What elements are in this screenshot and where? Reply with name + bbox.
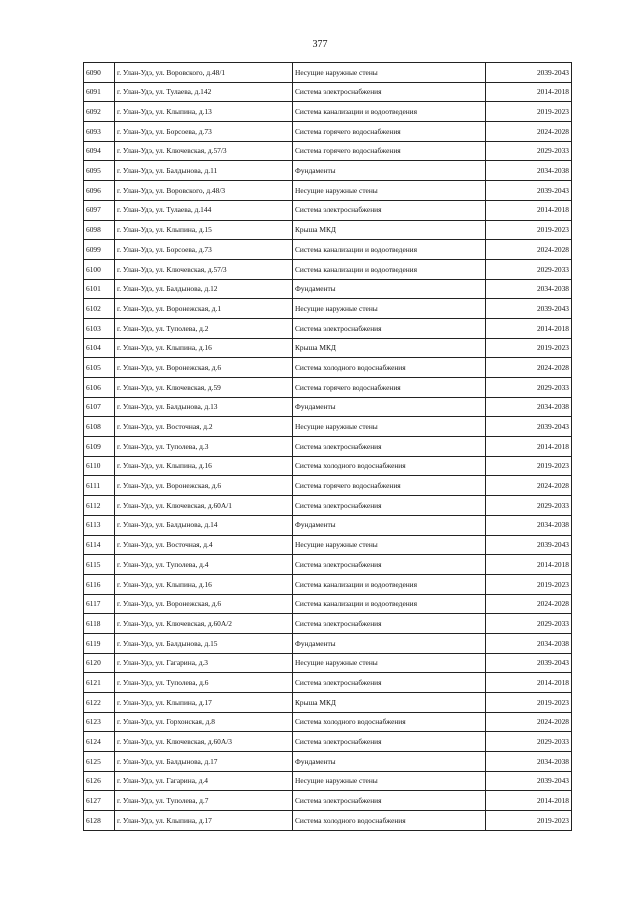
row-number-cell: 6112 xyxy=(84,496,115,516)
period-cell: 2019-2023 xyxy=(486,220,572,240)
table-row xyxy=(84,279,572,299)
table-row xyxy=(84,555,572,575)
address-cell: г. Улан-Удэ, ул. Клыпина, д.17 xyxy=(115,811,293,831)
period-cell: 2039-2043 xyxy=(486,299,572,319)
address-cell: г. Улан-Удэ, ул. Балдынова, д.17 xyxy=(115,752,293,772)
system-cell: Система горячего водоснабжения xyxy=(293,476,486,496)
row-number-cell: 6108 xyxy=(84,417,115,437)
address-cell: г. Улан-Удэ, ул. Воровского, д.48/3 xyxy=(115,181,293,201)
address-cell: г. Улан-Удэ, ул. Воронежская, д.6 xyxy=(115,358,293,378)
system-cell: Система холодного водоснабжения xyxy=(293,811,486,831)
table-row xyxy=(84,732,572,752)
table-row xyxy=(84,653,572,673)
row-number-cell: 6110 xyxy=(84,456,115,476)
period-cell: 2039-2043 xyxy=(486,63,572,83)
table-row xyxy=(84,614,572,634)
address-cell: г. Улан-Удэ, ул. Воронежская, д.6 xyxy=(115,594,293,614)
address-cell: г. Улан-Удэ, ул. Балдынова, д.12 xyxy=(115,279,293,299)
system-cell: Система холодного водоснабжения xyxy=(293,456,486,476)
row-number-cell: 6125 xyxy=(84,752,115,772)
table-row xyxy=(84,141,572,161)
address-cell: г. Улан-Удэ, ул. Ключевская, д.57/3 xyxy=(115,259,293,279)
row-number-cell: 6120 xyxy=(84,653,115,673)
row-number-cell: 6102 xyxy=(84,299,115,319)
row-number-cell: 6121 xyxy=(84,673,115,693)
system-cell: Система электроснабжения xyxy=(293,555,486,575)
row-number-cell: 6126 xyxy=(84,771,115,791)
table-row xyxy=(84,397,572,417)
address-cell: г. Улан-Удэ, ул. Клыпина, д.16 xyxy=(115,456,293,476)
row-number-cell: 6114 xyxy=(84,535,115,555)
system-cell: Несущие наружные стены xyxy=(293,653,486,673)
system-cell: Система электроснабжения xyxy=(293,614,486,634)
table-row xyxy=(84,673,572,693)
table-row xyxy=(84,240,572,260)
address-cell: г. Улан-Удэ, ул. Воронежская, д.6 xyxy=(115,476,293,496)
period-cell: 2019-2023 xyxy=(486,811,572,831)
period-cell: 2014-2018 xyxy=(486,791,572,811)
system-cell: Система горячего водоснабжения xyxy=(293,378,486,398)
address-cell: г. Улан-Удэ, ул. Ключевская, д.59 xyxy=(115,378,293,398)
address-cell: г. Улан-Удэ, ул. Балдынова, д.14 xyxy=(115,515,293,535)
address-cell: г. Улан-Удэ, ул. Балдынова, д.15 xyxy=(115,633,293,653)
table-row xyxy=(84,378,572,398)
system-cell: Несущие наружные стены xyxy=(293,181,486,201)
row-number-cell: 6119 xyxy=(84,633,115,653)
system-cell: Крыша МКД xyxy=(293,220,486,240)
system-cell: Система электроснабжения xyxy=(293,437,486,457)
system-cell: Система электроснабжения xyxy=(293,82,486,102)
system-cell: Несущие наружные стены xyxy=(293,771,486,791)
period-cell: 2024-2028 xyxy=(486,476,572,496)
address-cell: г. Улан-Удэ, ул. Горхонская, д.8 xyxy=(115,712,293,732)
table-row xyxy=(84,318,572,338)
address-cell: г. Улан-Удэ, ул. Гагарина, д.4 xyxy=(115,771,293,791)
address-cell: г. Улан-Удэ, ул. Воронежская, д.1 xyxy=(115,299,293,319)
system-cell: Система электроснабжения xyxy=(293,732,486,752)
row-number-cell: 6118 xyxy=(84,614,115,634)
row-number-cell: 6111 xyxy=(84,476,115,496)
row-number-cell: 6113 xyxy=(84,515,115,535)
address-cell: г. Улан-Удэ, ул. Клыпина, д.13 xyxy=(115,102,293,122)
system-cell: Несущие наружные стены xyxy=(293,535,486,555)
period-cell: 2039-2043 xyxy=(486,771,572,791)
row-number-cell: 6094 xyxy=(84,141,115,161)
row-number-cell: 6096 xyxy=(84,181,115,201)
period-cell: 2029-2033 xyxy=(486,496,572,516)
period-cell: 2029-2033 xyxy=(486,614,572,634)
table-row xyxy=(84,82,572,102)
table-row xyxy=(84,693,572,713)
period-cell: 2034-2038 xyxy=(486,279,572,299)
row-number-cell: 6122 xyxy=(84,693,115,713)
table-row xyxy=(84,791,572,811)
period-cell: 2034-2038 xyxy=(486,633,572,653)
address-cell: г. Улан-Удэ, ул. Воровского, д.48/1 xyxy=(115,63,293,83)
row-number-cell: 6109 xyxy=(84,437,115,457)
row-number-cell: 6092 xyxy=(84,102,115,122)
table-row xyxy=(84,102,572,122)
address-cell: г. Улан-Удэ, ул. Ключевская, д.57/3 xyxy=(115,141,293,161)
system-cell: Фундаменты xyxy=(293,633,486,653)
system-cell: Несущие наружные стены xyxy=(293,299,486,319)
period-cell: 2014-2018 xyxy=(486,318,572,338)
system-cell: Система электроснабжения xyxy=(293,200,486,220)
period-cell: 2039-2043 xyxy=(486,417,572,437)
system-cell: Крыша МКД xyxy=(293,693,486,713)
period-cell: 2014-2018 xyxy=(486,200,572,220)
period-cell: 2024-2028 xyxy=(486,358,572,378)
table-row xyxy=(84,496,572,516)
table-row xyxy=(84,535,572,555)
period-cell: 2019-2023 xyxy=(486,102,572,122)
address-cell: г. Улан-Удэ, ул. Балдынова, д.11 xyxy=(115,161,293,181)
row-number-cell: 6105 xyxy=(84,358,115,378)
table-row xyxy=(84,574,572,594)
table-row xyxy=(84,299,572,319)
address-cell: г. Улан-Удэ, ул. Тулаева, д.144 xyxy=(115,200,293,220)
period-cell: 2029-2033 xyxy=(486,732,572,752)
row-number-cell: 6106 xyxy=(84,378,115,398)
system-cell: Несущие наружные стены xyxy=(293,63,486,83)
system-cell: Система канализации и водоотведения xyxy=(293,574,486,594)
row-number-cell: 6124 xyxy=(84,732,115,752)
address-cell: г. Улан-Удэ, ул. Ключевская, д.60А/3 xyxy=(115,732,293,752)
row-number-cell: 6115 xyxy=(84,555,115,575)
address-cell: г. Улан-Удэ, ул. Клыпина, д.17 xyxy=(115,693,293,713)
table-row xyxy=(84,220,572,240)
address-cell: г. Улан-Удэ, ул. Ключевская, д.60А/2 xyxy=(115,614,293,634)
row-number-cell: 6104 xyxy=(84,338,115,358)
period-cell: 2019-2023 xyxy=(486,456,572,476)
address-cell: г. Улан-Удэ, ул. Балдынова, д.13 xyxy=(115,397,293,417)
system-cell: Система холодного водоснабжения xyxy=(293,358,486,378)
period-cell: 2034-2038 xyxy=(486,515,572,535)
period-cell: 2039-2043 xyxy=(486,535,572,555)
table-row xyxy=(84,63,572,83)
period-cell: 2034-2038 xyxy=(486,161,572,181)
period-cell: 2034-2038 xyxy=(486,752,572,772)
address-cell: г. Улан-Удэ, ул. Туполева, д.6 xyxy=(115,673,293,693)
system-cell: Система канализации и водоотведения xyxy=(293,102,486,122)
period-cell: 2029-2033 xyxy=(486,378,572,398)
period-cell: 2014-2018 xyxy=(486,555,572,575)
system-cell: Система горячего водоснабжения xyxy=(293,141,486,161)
address-cell: г. Улан-Удэ, ул. Клыпина, д.15 xyxy=(115,220,293,240)
table-row xyxy=(84,476,572,496)
registry-table-body xyxy=(84,63,572,831)
table-row xyxy=(84,437,572,457)
table-row xyxy=(84,358,572,378)
table-row xyxy=(84,633,572,653)
address-cell: г. Улан-Удэ, ул. Клыпина, д.16 xyxy=(115,338,293,358)
registry-table xyxy=(83,62,572,831)
address-cell: г. Улан-Удэ, ул. Туполева, д.7 xyxy=(115,791,293,811)
table-row xyxy=(84,122,572,142)
table-row xyxy=(84,417,572,437)
row-number-cell: 6095 xyxy=(84,161,115,181)
system-cell: Фундаменты xyxy=(293,515,486,535)
period-cell: 2024-2028 xyxy=(486,712,572,732)
row-number-cell: 6117 xyxy=(84,594,115,614)
table-row xyxy=(84,712,572,732)
address-cell: г. Улан-Удэ, ул. Тулаева, д.142 xyxy=(115,82,293,102)
row-number-cell: 6128 xyxy=(84,811,115,831)
system-cell: Фундаменты xyxy=(293,161,486,181)
address-cell: г. Улан-Удэ, ул. Гагарина, д.3 xyxy=(115,653,293,673)
address-cell: г. Улан-Удэ, ул. Борсоева, д.73 xyxy=(115,122,293,142)
table-row xyxy=(84,771,572,791)
row-number-cell: 6097 xyxy=(84,200,115,220)
period-cell: 2024-2028 xyxy=(486,594,572,614)
row-number-cell: 6103 xyxy=(84,318,115,338)
system-cell: Несущие наружные стены xyxy=(293,417,486,437)
address-cell: г. Улан-Удэ, ул. Восточная, д.2 xyxy=(115,417,293,437)
row-number-cell: 6100 xyxy=(84,259,115,279)
address-cell: г. Улан-Удэ, ул. Туполева, д.4 xyxy=(115,555,293,575)
system-cell: Фундаменты xyxy=(293,279,486,299)
period-cell: 2019-2023 xyxy=(486,693,572,713)
row-number-cell: 6101 xyxy=(84,279,115,299)
address-cell: г. Улан-Удэ, ул. Восточная, д.4 xyxy=(115,535,293,555)
row-number-cell: 6116 xyxy=(84,574,115,594)
period-cell: 2024-2028 xyxy=(486,240,572,260)
table-row xyxy=(84,594,572,614)
system-cell: Система канализации и водоотведения xyxy=(293,259,486,279)
system-cell: Крыша МКД xyxy=(293,338,486,358)
address-cell: г. Улан-Удэ, ул. Туполева, д.2 xyxy=(115,318,293,338)
period-cell: 2039-2043 xyxy=(486,181,572,201)
period-cell: 2014-2018 xyxy=(486,437,572,457)
period-cell: 2029-2033 xyxy=(486,259,572,279)
table-row xyxy=(84,259,572,279)
address-cell: г. Улан-Удэ, ул. Туполева, д.3 xyxy=(115,437,293,457)
address-cell: г. Улан-Удэ, ул. Клыпина, д.16 xyxy=(115,574,293,594)
period-cell: 2034-2038 xyxy=(486,397,572,417)
system-cell: Система электроснабжения xyxy=(293,318,486,338)
row-number-cell: 6127 xyxy=(84,791,115,811)
period-cell: 2029-2033 xyxy=(486,141,572,161)
period-cell: 2039-2043 xyxy=(486,653,572,673)
system-cell: Система электроснабжения xyxy=(293,791,486,811)
row-number-cell: 6093 xyxy=(84,122,115,142)
system-cell: Система электроснабжения xyxy=(293,496,486,516)
system-cell: Система холодного водоснабжения xyxy=(293,712,486,732)
page-number: 377 xyxy=(312,39,328,50)
table-row xyxy=(84,200,572,220)
row-number-cell: 6091 xyxy=(84,82,115,102)
period-cell: 2024-2028 xyxy=(486,122,572,142)
period-cell: 2014-2018 xyxy=(486,82,572,102)
row-number-cell: 6090 xyxy=(84,63,115,83)
row-number-cell: 6123 xyxy=(84,712,115,732)
system-cell: Фундаменты xyxy=(293,397,486,417)
address-cell: г. Улан-Удэ, ул. Ключевская, д.60А/1 xyxy=(115,496,293,516)
table-row xyxy=(84,515,572,535)
address-cell: г. Улан-Удэ, ул. Борсоева, д.73 xyxy=(115,240,293,260)
table-row xyxy=(84,161,572,181)
period-cell: 2014-2018 xyxy=(486,673,572,693)
system-cell: Фундаменты xyxy=(293,752,486,772)
table-row xyxy=(84,456,572,476)
table-row xyxy=(84,811,572,831)
table-row xyxy=(84,752,572,772)
row-number-cell: 6099 xyxy=(84,240,115,260)
row-number-cell: 6107 xyxy=(84,397,115,417)
period-cell: 2019-2023 xyxy=(486,574,572,594)
table-row xyxy=(84,338,572,358)
row-number-cell: 6098 xyxy=(84,220,115,240)
period-cell: 2019-2023 xyxy=(486,338,572,358)
system-cell: Система горячего водоснабжения xyxy=(293,122,486,142)
system-cell: Система канализации и водоотведения xyxy=(293,240,486,260)
system-cell: Система канализации и водоотведения xyxy=(293,594,486,614)
system-cell: Система электроснабжения xyxy=(293,673,486,693)
table-row xyxy=(84,181,572,201)
